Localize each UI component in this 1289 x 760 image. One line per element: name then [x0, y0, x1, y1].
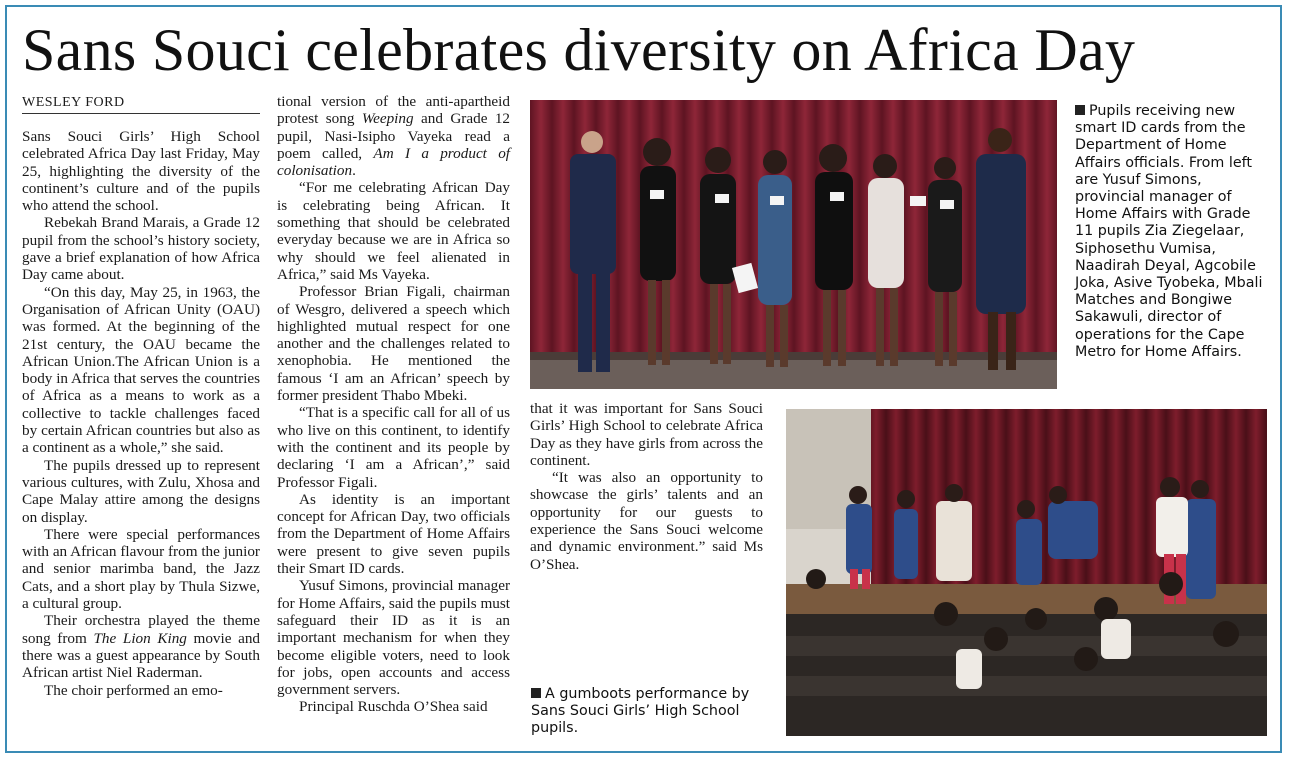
paragraph: There were special performances with an African flavour from the junior and senior marimba band, the Jazz Cats, and a short play by Thula Sizwe, a cultural group. [22, 525, 260, 613]
text-run: and Grade 12 pupil, Nasi-Isipho Vayeka read a poem called, [277, 110, 511, 162]
paragraph: As identity is an important concept for African Day, two officials from the Department of Home Affairs were present to give seven pupils their Smart ID cards. [277, 490, 510, 578]
paragraph: Sans Souci Girls’ High School celebrated Africa Day last Friday, May 25, highlighting the diversity of the continent’s culture and of the pupils who attend the school. [22, 128, 260, 215]
paragraph [277, 93, 510, 179]
text-run: Their orchestra played the theme song from [22, 612, 260, 647]
paragraph: Rebekah Brand Marais, a Grade 12 pupil from the school’s history society, gave a brief explanation of how Africa Day came about. [22, 214, 260, 284]
article-column-2 [277, 93, 510, 716]
photo-caption-id-cards [1075, 103, 1265, 361]
paragraph: Yusuf Simons, provincial manager for Home Affairs, said the pupils must safeguard their ID as it is an important mechanism for when they become eligible voters, need to look for jobs, open accounts and access government servers. [277, 577, 510, 699]
article-column-1 [22, 128, 260, 699]
paragraph: that it was important for Sans Souci Girls’ High School to celebrate Africa Day as they have girls from across the continent. [530, 400, 763, 469]
italic-title: Weeping [361, 110, 414, 128]
paragraph: “It was also an opportunity to showcase the girls’ talents and an opportunity for our guests to experience the Sans Souci welcome and dynamic environment.” said Ms O’Shea. [530, 469, 763, 573]
photo-gumboots-performance [786, 409, 1267, 736]
italic-title: Am I a product of colonisation [277, 144, 511, 180]
caption-text: A gumboots performance by Sans Souci Girls’ High School pupils. [531, 686, 750, 737]
paragraph: “For me celebrating African Day is celebrating being African. It something that should be celebrated everyday because we are in Africa so why should we feel alienated in Africa,” said Ms Vayeka. [277, 179, 510, 283]
photo-id-card-recipients [530, 100, 1057, 389]
article-column-3 [530, 400, 763, 573]
paragraph: Principal Ruschda O’Shea said [299, 698, 488, 716]
caption-square-icon [1075, 105, 1085, 115]
headline: Sans Souci celebrates diversity on Africa Day [22, 17, 1136, 83]
text-run: tional version of the anti-apartheid protest song [277, 93, 510, 128]
caption-text: Pupils receiving new smart ID cards from the Department of Home Affairs officials. From left are Yusuf Simons, provincial manager of Home Affairs with Grade 11 pupils Zia Ziegelaar, Siphosethu Vumisa, Naadirah Deyal, Agcobile Joka, Asive Tyobeka, Mbali Matches and Bongiwe Sakawuli, director of operations for the Cape Metro for Home Affairs. [1075, 103, 1263, 360]
text-run: . [352, 162, 356, 180]
paragraph: Professor Brian Figali, chairman of Wesgro, delivered a speech which highlighted mutual respect for one another and the challenges related to xenophobia. He mentioned the famous ‘I am an African’ speech by former president Thabo Mbeki. [277, 283, 510, 405]
photo-caption-gumboots [531, 686, 771, 738]
paragraph: The pupils dressed up to represent various cultures, with Zulu, Xhosa and Cape Malay attire among the designs on display. [22, 456, 260, 526]
paragraph: “On this day, May 25, in 1963, the Organisation of African Unity (OAU) was formed. At the beginning of the 21st century, the OAU became the African Union.The African Union is a body in Africa that serves the countries of Africa as a means to work as a collective to tackle challenges faced by certain African countries but also as a continent as a whole,” she said. [22, 283, 260, 457]
italic-title: The Lion King [93, 629, 187, 647]
text-run: movie and there was a guest appearance by South African artist Niel Raderman. [22, 629, 261, 682]
paragraph: The choir performed an emo- [44, 681, 223, 699]
paragraph [22, 612, 260, 681]
caption-square-icon [531, 688, 541, 698]
paragraph: “That is a specific call for all of us who live on this continent, to identify with the continent and its people by declaring ‘I am a African’,” said Professor Figali. [277, 404, 510, 491]
byline: WESLEY FORD [22, 95, 260, 114]
